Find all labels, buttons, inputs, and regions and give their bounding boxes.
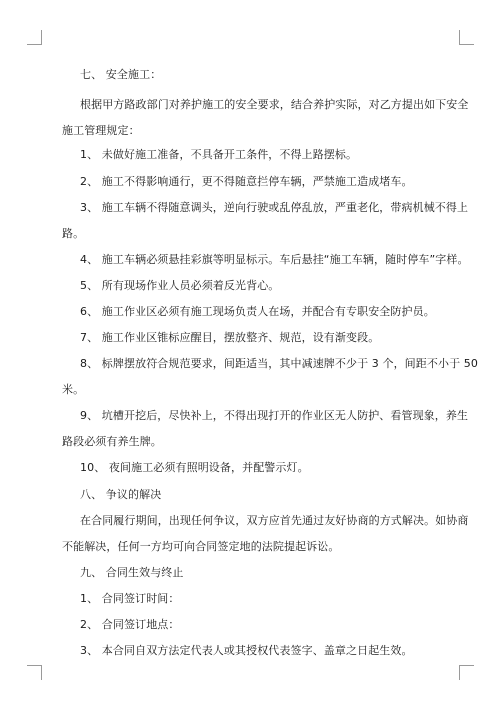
list-item: 3、 施工车辆不得随意调头，逆向行驶或乱停乱放，严重老化，带病机械不得上 (80, 201, 469, 214)
list-item: 5、 所有现场作业人员必须着反光背心。 (80, 279, 280, 292)
section-heading-9: 九、 合同生效与终止 (80, 566, 184, 579)
list-item: 3、 本合同自双方法定代表人或其授权代表签字、盖章之日起生效。 (80, 644, 413, 657)
list-item: 10、 夜间施工必须有照明设备，并配警示灯。 (80, 461, 309, 474)
list-item: 7、 施工作业区锥标应醒目，摆放整齐、规范，设有渐变段。 (80, 331, 380, 344)
list-item: 4、 施工车辆必须悬挂彩旗等明显标示。车后悬挂“施工车辆，随时停车”字样。 (80, 253, 469, 266)
list-item-continuation: 路段必须有养生牌。 (62, 435, 162, 448)
list-item: 6、 施工作业区必须有施工现场负责人在场，并配合有专职安全防护员。 (80, 305, 435, 318)
list-item: 2、 合同签订地点： (80, 618, 180, 631)
crop-mark-top-right (459, 30, 474, 45)
list-item-continuation: 米。 (62, 383, 85, 396)
list-item-continuation: 路。 (62, 227, 85, 240)
paragraph-line: 在合同履行期间，出现任何争议，双方应首先通过友好协商的方式解决。如协商 (80, 514, 469, 527)
section-heading-7: 七、 安全施工： (80, 68, 162, 81)
list-item: 2、 施工不得影响通行，更不得随意拦停车辆，严禁施工造成堵车。 (80, 175, 413, 188)
paragraph-line: 施工管理规定： (62, 124, 140, 137)
crop-mark-top-left (27, 30, 42, 45)
crop-mark-bottom-left (27, 665, 42, 680)
list-item: 8、 标牌摆放符合规范要求，间距适当，其中减速牌不少于 3 个，间距不小于 50 (80, 357, 478, 370)
paragraph-line: 根据甲方路政部门对养护施工的安全要求，结合养护实际，对乙方提出如下安全 (80, 98, 469, 111)
list-item: 1、 合同签订时间： (80, 592, 180, 605)
paragraph-line: 不能解决，任何一方均可向合同签定地的法院提起诉讼。 (62, 540, 340, 553)
list-item: 1、 未做好施工准备，不具备开工条件，不得上路摆标。 (80, 148, 358, 161)
list-item: 9、 坑槽开挖后，尽快补上，不得出现打开的作业区无人防护、看管现象，养生 (80, 409, 469, 422)
section-heading-8: 八、 争议的解决 (80, 488, 162, 501)
crop-mark-bottom-right (459, 665, 474, 680)
